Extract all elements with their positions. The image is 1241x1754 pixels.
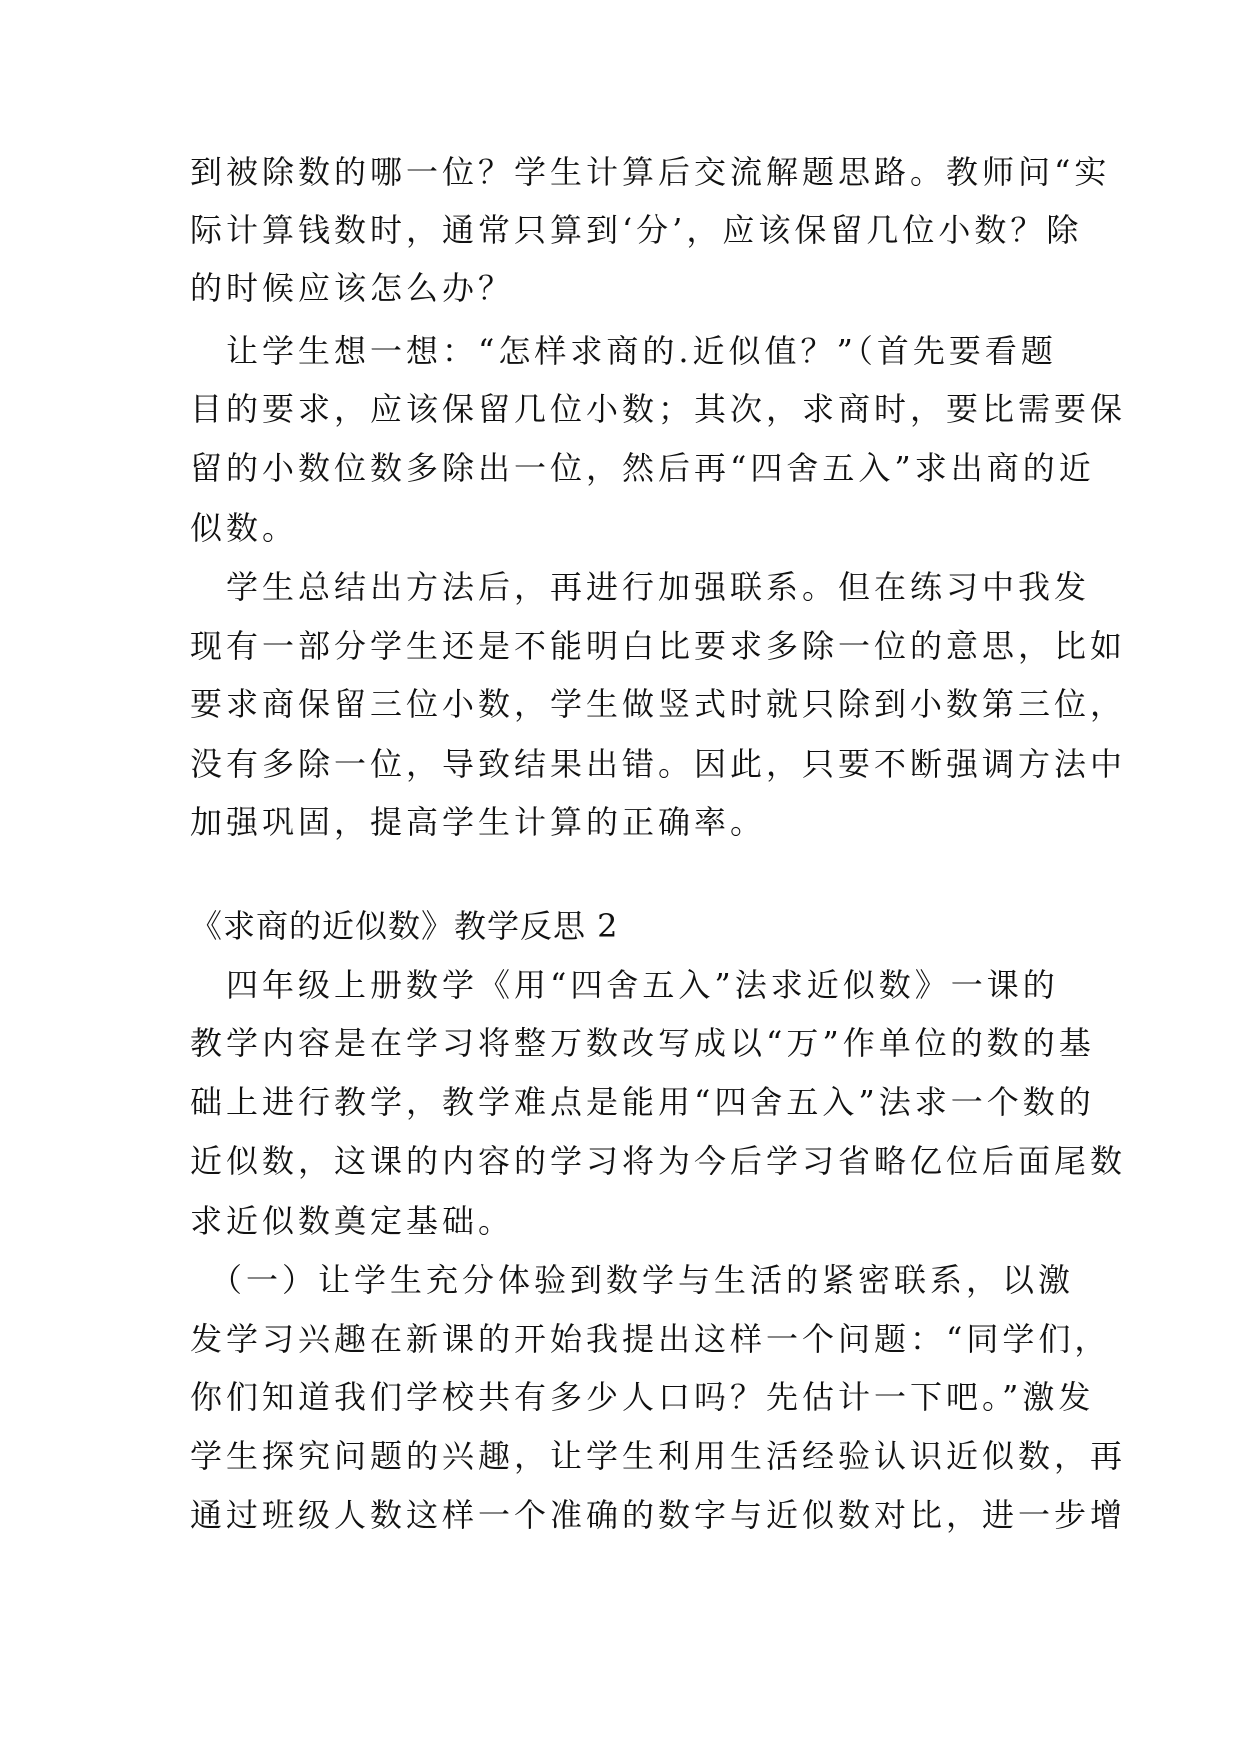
paragraph-line: 近似数，这课的内容的学习将为今后学习省略亿位后面尾数	[190, 1142, 1127, 1180]
paragraph-line: 要求商保留三位小数，学生做竖式时就只除到小数第三位，	[190, 685, 1127, 723]
paragraph-line: （一）让学生充分体验到数学与生活的紧密联系，以激	[190, 1261, 1075, 1299]
paragraph-line: 你们知道我们学校共有多少人口吗？先估计一下吧。”激发	[190, 1378, 1095, 1416]
paragraph-line: 际计算钱数时，通常只算到‘分’，应该保留几位小数？除	[190, 211, 1083, 249]
paragraph-line: 的时候应该怎么办？	[190, 269, 515, 307]
paragraph-line: 让学生想一想：“怎样求商的.近似值？”（首先要看题	[190, 332, 1057, 370]
paragraph-line: 通过班级人数这样一个准确的数字与近似数对比，进一步增	[190, 1496, 1127, 1534]
paragraph-line: 础上进行教学，教学难点是能用“四舍五入”法求一个数的	[190, 1083, 1095, 1121]
paragraph-line: 目的要求，应该保留几位小数；其次，求商时，要比需要保	[190, 390, 1127, 428]
paragraph-line: 教学内容是在学习将整万数改写成以“万”作单位的数的基	[190, 1024, 1095, 1062]
paragraph-line: 四年级上册数学《用“四舍五入”法求近似数》一课的	[190, 966, 1059, 1004]
paragraph-line: 加强巩固，提高学生计算的正确率。	[190, 803, 767, 841]
paragraph-line: 学生探究问题的兴趣，让学生利用生活经验认识近似数，再	[190, 1437, 1127, 1475]
section-title: 《求商的近似数》教学反思 2	[190, 907, 619, 945]
paragraph-line: 留的小数位数多除出一位，然后再“四舍五入”求出商的近	[190, 449, 1095, 487]
paragraph-line: 现有一部分学生还是不能明白比要求多除一位的意思，比如	[190, 627, 1127, 665]
paragraph-line: 学生总结出方法后，再进行加强联系。但在练习中我发	[190, 568, 1091, 606]
paragraph-line: 没有多除一位，导致结果出错。因此，只要不断强调方法中	[190, 745, 1127, 783]
paragraph-line: 似数。	[190, 509, 299, 547]
paragraph-line: 到被除数的哪一位？学生计算后交流解题思路。教师问“实	[190, 153, 1111, 191]
paragraph-line: 发学习兴趣在新课的开始我提出这样一个问题：“同学们，	[190, 1320, 1111, 1358]
paragraph-line: 求近似数奠定基础。	[190, 1202, 515, 1240]
